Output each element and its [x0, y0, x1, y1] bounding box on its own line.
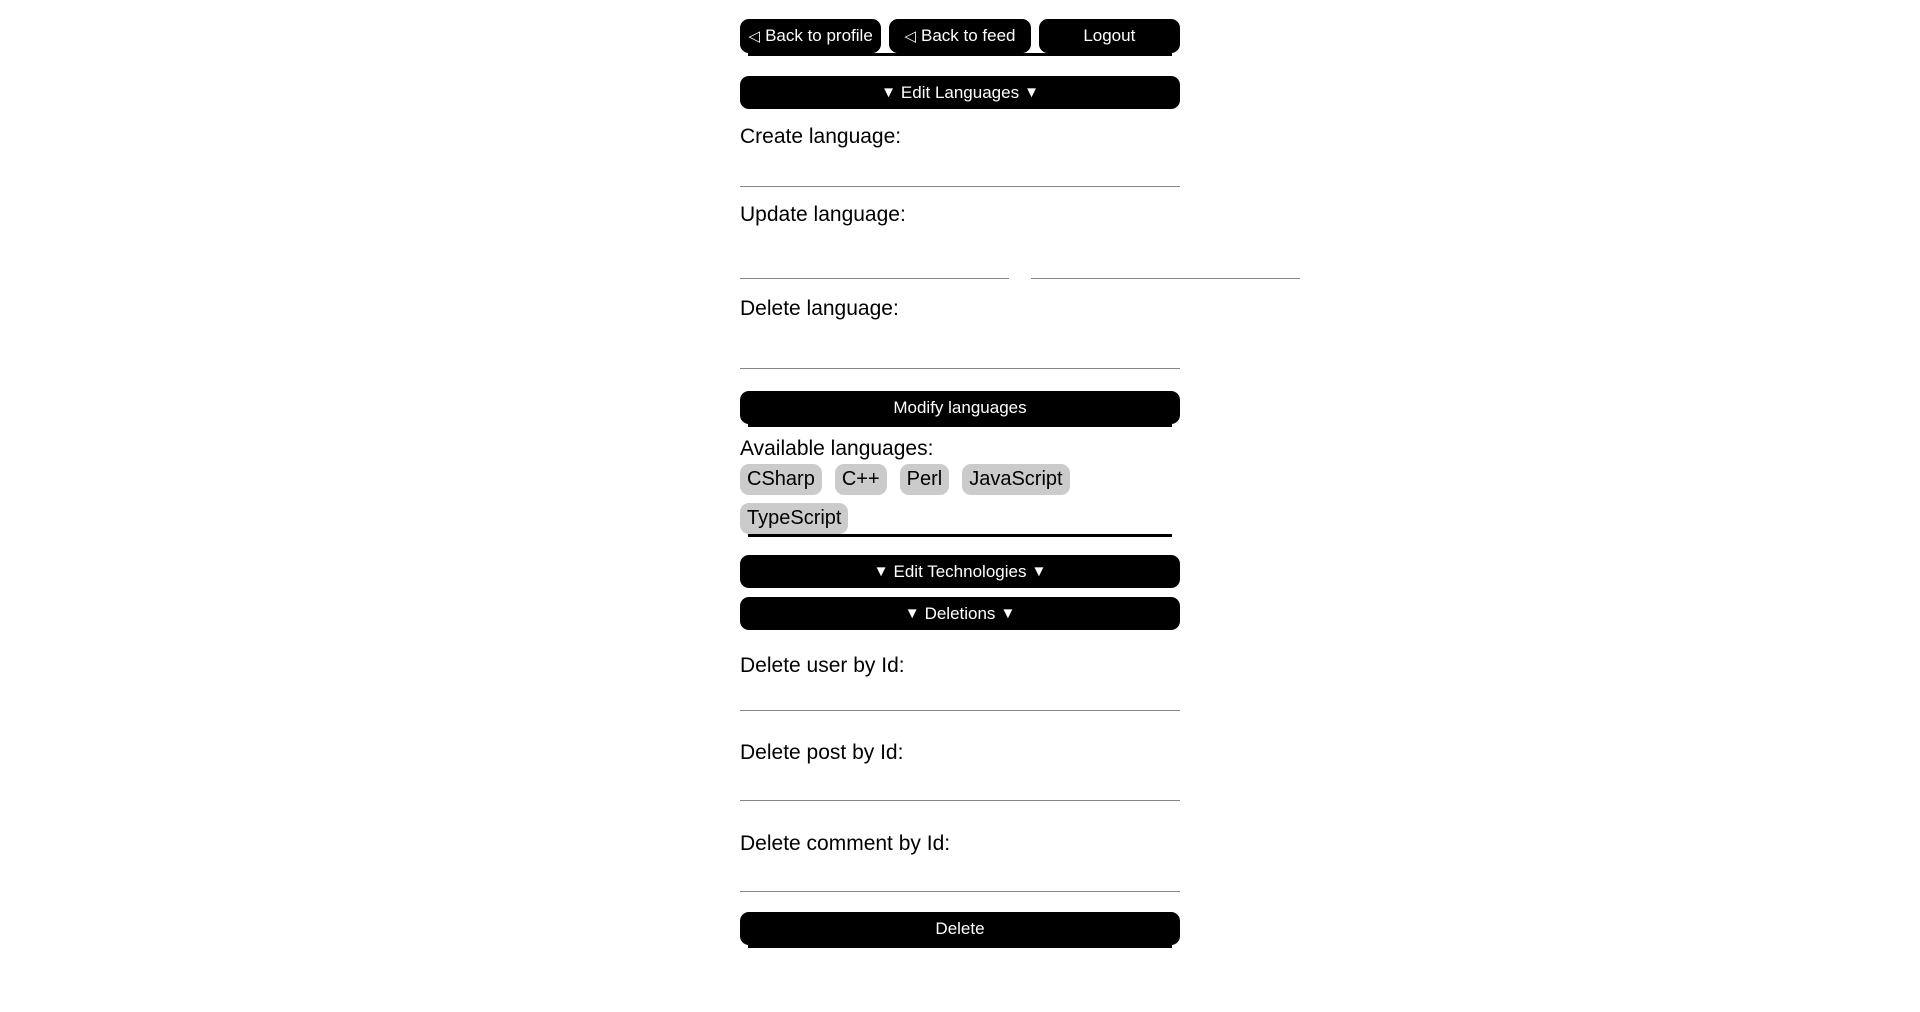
- logout-label: Logout: [1083, 26, 1136, 45]
- language-tag: JavaScript: [962, 464, 1069, 495]
- delete-post-id-input[interactable]: [740, 765, 1180, 801]
- language-tag: CSharp: [740, 464, 822, 495]
- create-language-input[interactable]: [740, 149, 1180, 187]
- delete-comment-id-label: Delete comment by Id:: [740, 832, 951, 855]
- chevron-down-icon: ▼: [904, 605, 920, 622]
- topbar: [740, 19, 1180, 53]
- language-tag: TypeScript: [740, 503, 848, 534]
- update-language-label: Update language:: [740, 203, 906, 226]
- language-tag: Perl: [900, 464, 950, 495]
- back-to-feed-label: Back to feed: [921, 26, 1016, 45]
- edit-languages-toggle-label: Edit Languages: [900, 82, 1020, 102]
- logout-button[interactable]: [1039, 19, 1180, 53]
- chevron-down-icon: ▼: [1024, 84, 1039, 101]
- available-languages-list: [740, 464, 1180, 534]
- chevron-down-icon: ▼: [1000, 605, 1016, 622]
- delete-user-id-input[interactable]: [740, 678, 1180, 711]
- modify-languages-button[interactable]: [740, 391, 1180, 424]
- update-language-new-input[interactable]: [1031, 227, 1300, 279]
- admin-panel: [740, 0, 1180, 948]
- divider: [748, 534, 1172, 537]
- deletions-toggle[interactable]: [740, 597, 1180, 630]
- delete-post-id-label: Delete post by Id:: [740, 741, 904, 764]
- language-tag: C++: [835, 464, 887, 495]
- divider: [748, 424, 1172, 427]
- available-languages-label: Available languages:: [740, 437, 934, 460]
- update-language-inputs: [740, 227, 1180, 279]
- divider: [748, 53, 1172, 56]
- delete-button-label: Delete: [935, 918, 985, 938]
- back-icon: ◁: [748, 27, 761, 45]
- chevron-down-icon: ▼: [1031, 563, 1047, 580]
- edit-technologies-toggle[interactable]: [740, 555, 1180, 588]
- delete-button[interactable]: [740, 912, 1180, 945]
- back-to-profile-button[interactable]: [740, 19, 881, 53]
- edit-languages-toggle[interactable]: [740, 76, 1180, 109]
- modify-languages-label: Modify languages: [893, 397, 1027, 417]
- chevron-down-icon: ▼: [881, 84, 896, 101]
- create-language-label: Create language:: [740, 125, 902, 148]
- delete-language-label: Delete language:: [740, 297, 899, 320]
- update-language-old-input[interactable]: [740, 227, 1009, 279]
- divider: [748, 945, 1172, 948]
- back-to-profile-label: Back to profile: [765, 26, 873, 45]
- delete-comment-id-input[interactable]: [740, 856, 1180, 892]
- delete-user-id-label: Delete user by Id:: [740, 654, 905, 677]
- chevron-down-icon: ▼: [873, 563, 889, 580]
- edit-technologies-toggle-label: Edit Technologies: [893, 561, 1027, 581]
- back-to-feed-button[interactable]: [889, 19, 1030, 53]
- back-icon: ◁: [904, 27, 916, 45]
- delete-language-input[interactable]: [740, 321, 1180, 369]
- deletions-toggle-label: Deletions: [924, 603, 996, 623]
